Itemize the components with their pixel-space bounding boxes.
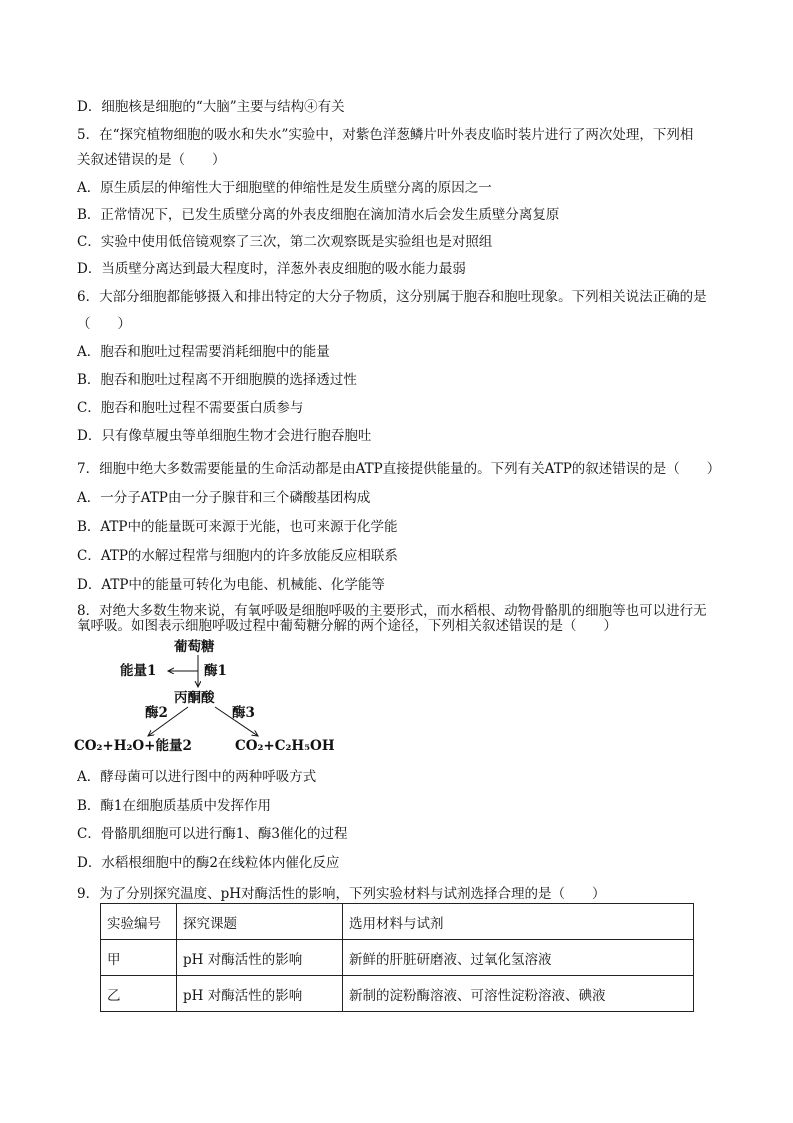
question-8-option-c: C．骨骼肌细胞可以进行酶1、酶3催化的过程 [77, 826, 348, 842]
question-7-stem: 7．细胞中绝大多数需要能量的生命活动都是由ATP直接提供能量的。下列有关ATP的叙述错误的是（ ） [77, 461, 721, 477]
aerobic-products-label: CO₂+H₂O+能量2 [74, 738, 192, 754]
question-7-option-c: C．ATP的水解过程常与细胞内的许多放能反应相联系 [77, 548, 398, 564]
question-5-option-a: A．原生质层的伸缩性大于细胞壁的伸缩性是发生质壁分离的原因之一 [77, 180, 492, 196]
question-8-stem-cont: 氧呼吸。如图表示细胞呼吸过程中葡萄糖分解的两个途径，下列相关叙述错误的是（ ） [77, 618, 617, 634]
question-5-option-c: C．实验中使用低倍镜观察了三次，第二次观察既是实验组也是对照组 [77, 234, 493, 250]
question-5-option-b: B．正常情况下，已发生质壁分离的外表皮细胞在滴加清水后会发生质壁分离复原 [77, 207, 560, 223]
enzyme2-label: 酶2 [145, 705, 168, 721]
table-cell: pH 对酶活性的影响 [177, 940, 343, 976]
enzyme3-label: 酶3 [232, 705, 255, 721]
glucose-label: 葡萄糖 [174, 639, 215, 655]
experiment-table [100, 903, 694, 1012]
table-header-cell: 选用材料与试剂 [343, 904, 694, 940]
question-7-option-d: D．ATP中的能量可转化为电能、机械能、化学能等 [77, 577, 385, 593]
question-9-stem: 9．为了分别探究温度、pH对酶活性的影响，下列实验材料与试剂选择合理的是（ ） [77, 886, 606, 902]
question-6-option-c: C．胞吞和胞吐过程不需要蛋白质参与 [77, 400, 304, 416]
question-7-option-a: A．一分子ATP由一分子腺苷和三个磷酸基团构成 [77, 490, 371, 506]
question-6-option-a: A．胞吞和胞吐过程需要消耗细胞中的能量 [77, 344, 330, 360]
question-6-stem-cont: （ ） [77, 316, 131, 332]
table-header-row [101, 904, 694, 940]
table-header-cell: 探究课题 [177, 904, 343, 940]
energy1-label: 能量1 [120, 663, 157, 679]
table-row [101, 940, 694, 976]
question-8-option-d: D．水稻根细胞中的酶2在线粒体内催化反应 [77, 855, 340, 871]
table-header-cell: 实验编号 [101, 904, 177, 940]
anaerobic-products-label: CO₂+C₂H₅OH [235, 738, 335, 754]
table-cell: 甲 [101, 940, 177, 976]
table-cell: 乙 [101, 976, 177, 1012]
table-cell: pH 对酶活性的影响 [177, 976, 343, 1012]
question-6-option-b: B．胞吞和胞吐过程离不开细胞膜的选择透过性 [77, 372, 357, 388]
question-6-stem: 6．大部分细胞都能够摄入和排出特定的大分子物质，这分别属于胞吞和胞吐现象。下列相关说法正确的是 [77, 289, 707, 305]
table-cell: 新鲜的肝脏研磨液、过氧化氢溶液 [343, 940, 694, 976]
question-5-option-d: D．当质壁分离达到最大程度时，洋葱外表皮细胞的吸水能力最弱 [77, 261, 466, 277]
option-d-q4: D．细胞核是细胞的“大脑”主要与结构④有关 [77, 99, 345, 115]
table-cell: 新制的淀粉酶溶液、可溶性淀粉溶液、碘液 [343, 976, 694, 1012]
question-7-option-b: B．ATP中的能量既可来源于光能，也可来源于化学能 [77, 519, 398, 535]
table-row [101, 976, 694, 1012]
enzyme1-label: 酶1 [204, 663, 227, 679]
respiration-pathway-diagram [70, 633, 370, 763]
question-5-stem-cont: 关叙述错误的是（ ） [77, 152, 226, 168]
question-8-option-a: A．酵母菌可以进行图中的两种呼吸方式 [77, 769, 317, 785]
question-8-stem: 8．对绝大多数生物来说，有氧呼吸是细胞呼吸的主要形式，而水稻根、动物骨骼肌的细胞等也可以进行无 [77, 603, 707, 619]
question-5-stem: 5．在“探究植物细胞的吸水和失水”实验中，对紫色洋葱鳞片叶外表皮临时装片进行了两次处理，下列相 [77, 127, 694, 143]
pyruvate-label: 丙酮酸 [174, 690, 215, 706]
question-8-option-b: B．酶1在细胞质基质中发挥作用 [77, 798, 272, 814]
question-6-option-d: D．只有像草履虫等单细胞生物才会进行胞吞胞吐 [77, 428, 372, 444]
